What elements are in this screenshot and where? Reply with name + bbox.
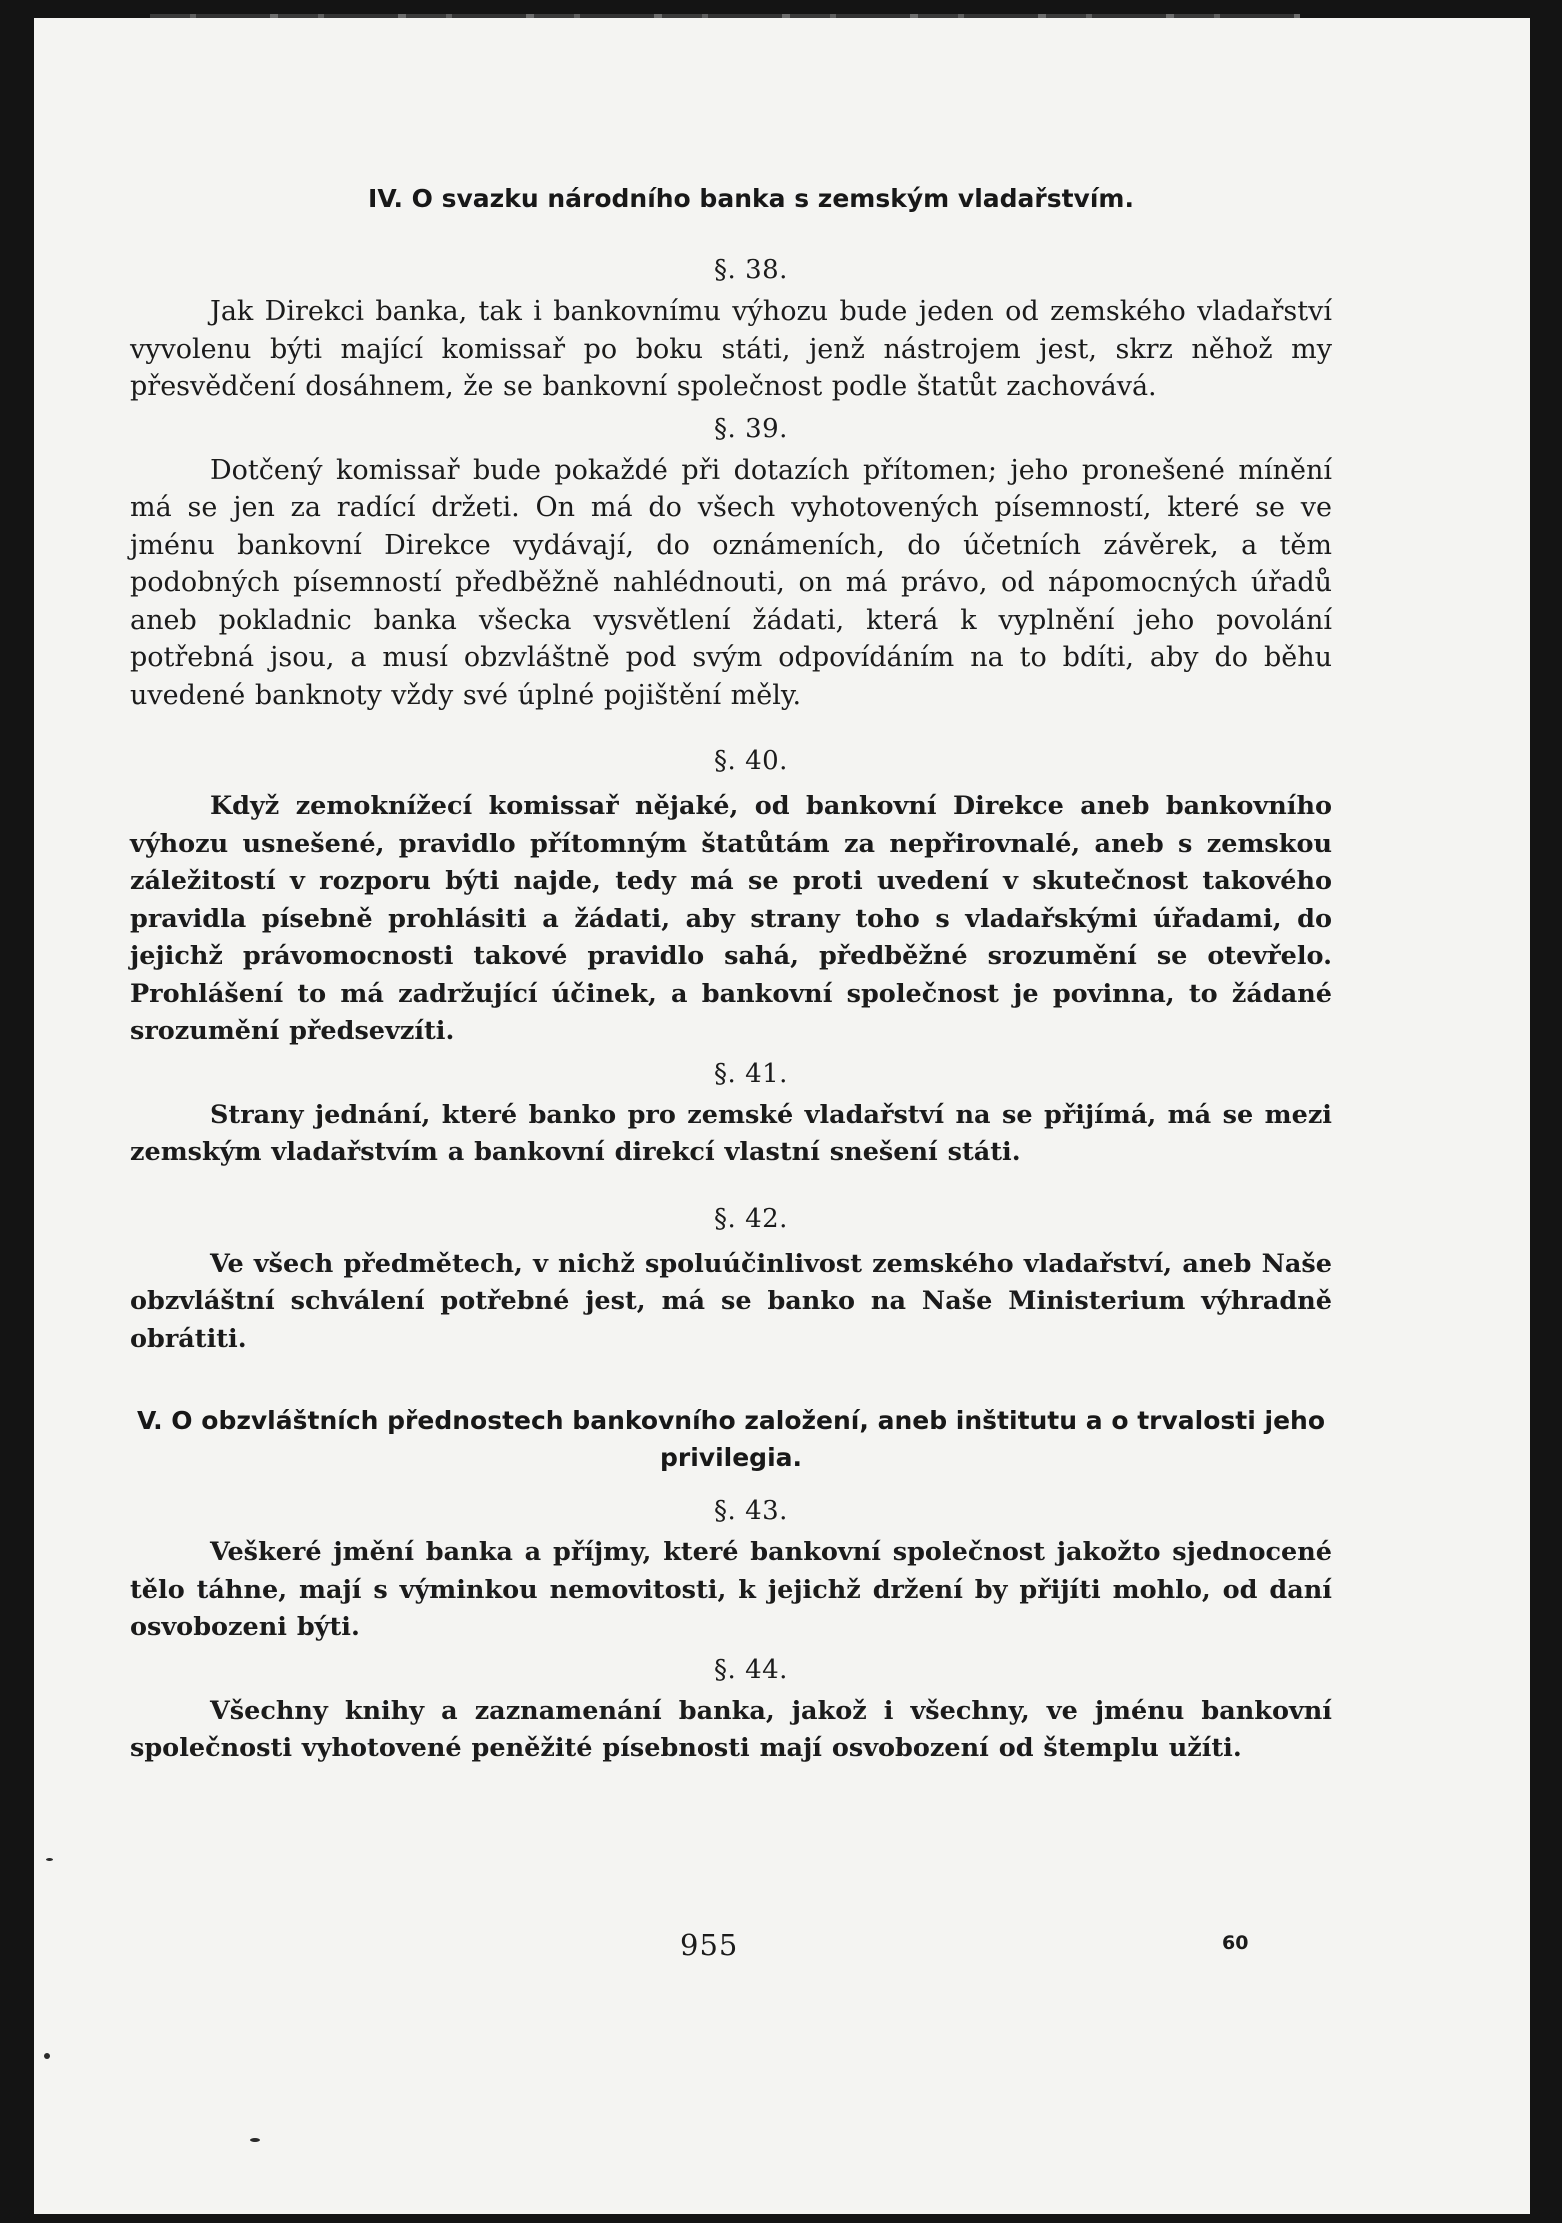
paragraph-40-text: Když zemoknížecí komissař nějaké, od bankovní Direkce aneb bankovního výhozu usnešené, pravidlo přítomným štatůtám za nepřirovnalé, aneb s zemskou záležitostí v rozporu býti najde, tedy má se proti uvedení v skutečnost takového pravidla písebně prohlásiti a žádati, aby strany toho s vladařskými úřadami, do jejichž právomocnosti takové pravidlo sahá, předběžné srozumění se otevřelo. Prohlášení to má zadržující účinek, a bankovní společnost je povinna, to žádané srozumění předsevzíti. xyxy=(130,791,1332,1046)
paragraph-41-text: Strany jednání, které banko pro zemské vladařství na se přijímá, má se mezi zemským vladařstvím a bankovní direkcí vlastní snešení státi. xyxy=(130,1099,1332,1167)
scan-speck xyxy=(250,2138,260,2142)
sheet-number: 60 xyxy=(1222,1932,1249,1954)
paragraph-43-text: Veškeré jmění banka a příjmy, které bankovní společnost jakožto sjednocené tělo táhne, mají s výminkou nemovitosti, k jejichž držení by přijíti mohlo, od daní osvobozeni býti. xyxy=(130,1537,1332,1642)
page-number: 955 xyxy=(680,1928,739,1962)
paragraph-44-text: Všechny knihy a zaznamenání banka, jakož i všechny, ve jménu bankovní společnosti vyhotovené peněžité písebnosti mají osvobození od štemplu užíti. xyxy=(130,1695,1332,1763)
paragraph-number-43: §. 43. xyxy=(714,1496,788,1526)
paragraph-number-44: §. 44. xyxy=(714,1654,788,1685)
scan-speck xyxy=(46,1858,53,1861)
document-body xyxy=(130,180,1332,1768)
paragraph-number-38: §. 38. xyxy=(714,255,788,285)
section-v-heading: V. O obzvláštních přednostech bankovního založení, aneb inštitutu a o trvalosti jeho privilegia. xyxy=(136,1406,1326,1472)
paragraph-39-text: Dotčený komissař bude pokaždé při dotazích přítomen; jeho pronešené mínění má se jen za radící držeti. On má do všech vyhotovených písemností, které se ve jménu bankovní Direkce vydávají, do oznámeních, do účetních závěrek, a těm podobných písemností předběžně nahlédnouti, on má právo, od nápomocných úřadů aneb pokladnic banka všecka vysvětlení žádati, která k vyplnění jeho povolání potřebná jsou, a musí obzvláštně pod svým odpovídáním na to bdíti, aby do běhu uvedené banknoty vždy své úplné pojištění měly. xyxy=(130,454,1332,711)
paragraph-number-39: §. 39. xyxy=(714,413,788,444)
paragraph-number-40: §. 40. xyxy=(714,746,788,776)
paragraph-number-41: §. 41. xyxy=(714,1058,788,1089)
scan-speck xyxy=(44,2053,50,2059)
section-iv-heading: IV. O svazku národního banka s zemským vladařstvím. xyxy=(368,184,1134,213)
paragraph-42-text: Ve všech předmětech, v nichž spoluúčinlivost zemského vladařství, aneb Naše obzvláštní schválení potřebné jest, má se banko na Naše Ministerium výhradně obrátiti. xyxy=(130,1248,1332,1354)
paragraph-number-42: §. 42. xyxy=(714,1203,788,1234)
paragraph-38-text: Jak Direkci banka, tak i bankovnímu výhozu bude jeden od zemského vladařství vyvolenu býti mající komissař po boku státi, jenž nástrojem jest, skrz něhož my přesvědčení dosáhnem, že se bankovní společnost podle štatůt zachovává. xyxy=(130,296,1332,402)
